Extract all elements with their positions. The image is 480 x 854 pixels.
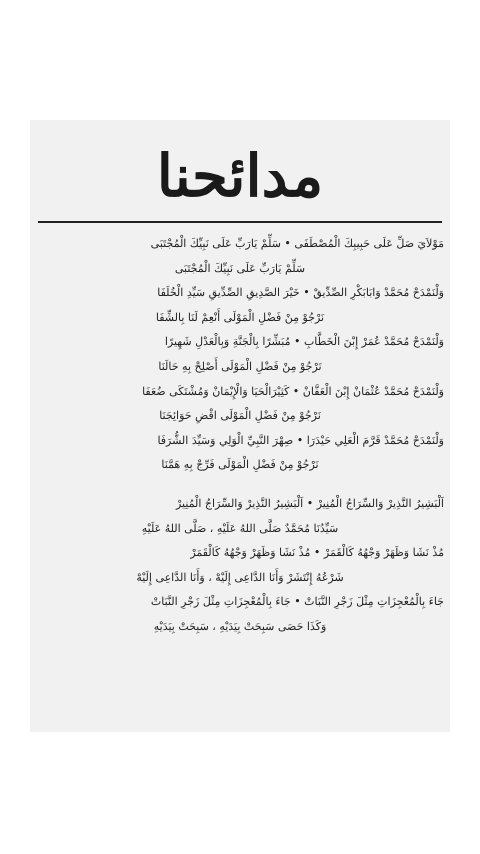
poem-line: جَاءَ بِالْمُعْجِزَاتِ مِثْلَ زَجْرِ النَّبَاتْ • جَاءَ بِالْمُعْجِزَاتِ مِثْلَ زَجْرِ النَّبَاتْ [150, 595, 444, 609]
poem-line: شَرْعُهُ إِنْتَشَرْ وَأَنَا الدَّاعِى إِلَيْهْ ، وَأَنَا الدَّاعِى إِلَيْهْ [136, 570, 344, 584]
poem-line: سَيِّدُنَا مُحَمَّدٌ صَلَّى اللهُ عَلَيْهِ ، صَلَّى اللهُ عَلَيْهِ [141, 521, 339, 535]
poem-line: اَلْبَشِيرُ النَّذِيرْ وَالسِّرَاجُ الْمُنِيرْ • اَلْبَشِيرُ النَّذِيرْ وَالسِّرَاجُ الْمُنِيرْ [175, 496, 444, 510]
poem-line: وَلْنَمْدَحْ مُحَمَّدْ عُثْمَانْ إِبْنَ الْعَفَّانْ • كَثِيْرَالْحَيَا وَالْإِيْمَانْ وَمُشْتَكَى ضُعَفَا [142, 384, 444, 398]
poem-line: مَوْلاَيَ صَلِّ عَلَى حَبِيبِكَ الْمُصْطَفَى • سَلِّمْ يَارَبِّ عَلَى نَبِيِّكَ الْمُجْتَبَى [150, 237, 444, 250]
poem-line: نَرْجُوْ مِنْ فَضْلِ الْمَوْلَى فَرِّجْ بِهِ هَمَّنَا [161, 458, 319, 472]
poem-line: وَكَذَا حَصَى سَبِحَتْ بِيَدَيْهِ ، سَبِحَتْ بِيَدَيْهِ [153, 619, 327, 633]
poem-line: سَلِّمْ يَارَبِّ عَلَى نَبِيِّكَ الْمُجْتَبَى [174, 261, 306, 275]
poem-line: وَلْنَمْدَحْ مُحَمَّدْ قَرَّمَ الْعَلِي حَيْدَرَا • صِهْرَ النَّبِيِّ الْوَلِي وَسَيِّدَ الشُّرَفَا [157, 433, 444, 447]
page-title: مدائحنا [156, 142, 324, 210]
poem-line: نَرْجُوْ مِنْ فَضْلِ الْمَوْلَى أَنْعِمْ لَنَا بِالشِّفَا [155, 310, 325, 324]
poem-line: مُذْ نَشَا وَظَهَرْ وَجْهُهُ كَالْقَمَرْ • مُذْ نَشَا وَظَهَرْ وَجْهُهُ كَالْقَمَرْ [190, 546, 444, 560]
document-page [30, 120, 450, 732]
poem-line: نَرْجُوْ مِنْ فَضْلِ الْمَوْلَى أَصْلِحْ بِهِ حَالَنَا [158, 359, 322, 373]
stanza-gap [36, 478, 444, 492]
poem-line: وَلْنَمْدَحْ مُحَمَّدْ وَابَابَكْرِ الصِّدِّيقْ • خَيْرَ الصَّدِيقِ الصِّدِّيقِ سَيِّدِ الْخُلَفَا [157, 286, 444, 300]
poem-body [36, 232, 444, 640]
poem-line: نَرْجُوْ مِنْ فَضْلِ الْمَوْلَى اقْضِ حَوَائِجَنَا [159, 409, 321, 423]
title-divider [38, 221, 442, 223]
poem-line: وَلْنَمْدَحْ مُحَمَّدْ عُمَرْ إِبْنَ الْخَطَّابِ • مُبَشِّرًا بِالْجَنَّةِ وَبِالْعَدْلِ شَهِيرًا [164, 335, 444, 349]
